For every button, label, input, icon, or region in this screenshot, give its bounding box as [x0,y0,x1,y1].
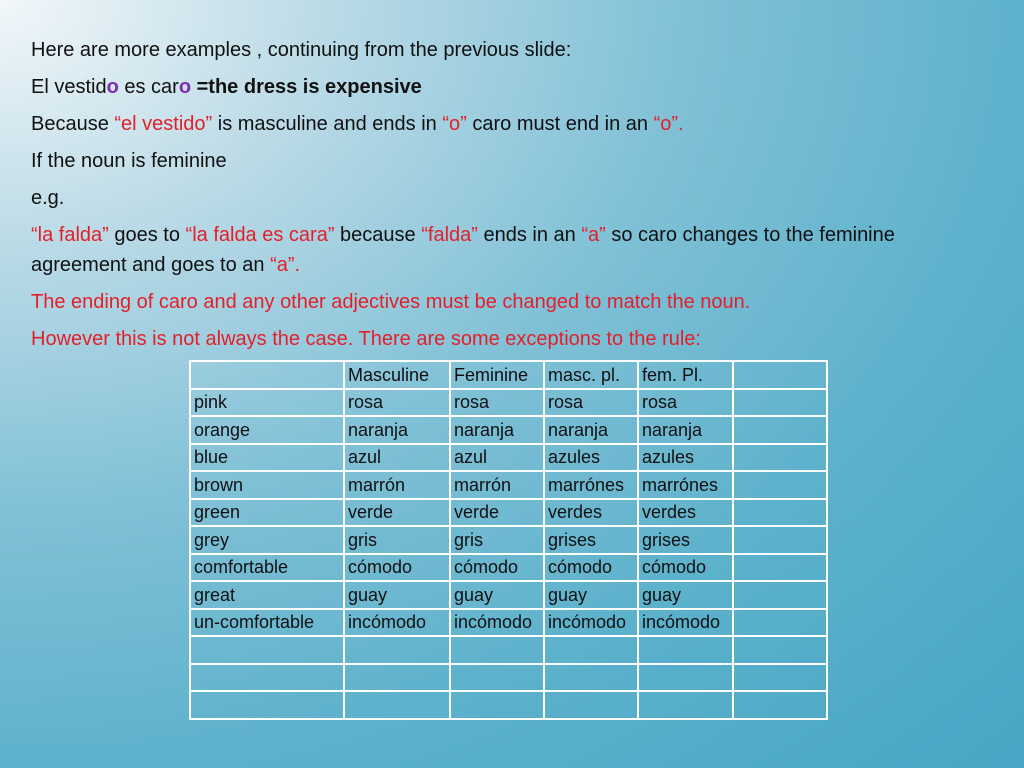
table-header-cell: Masculine [344,361,450,389]
table-cell [190,691,344,719]
table-row [190,471,827,499]
intro-text: Here are more examples , continuing from the previous slide: [31,39,572,61]
table-cell [733,691,827,719]
table-cell: rosa [450,389,544,417]
table-cell: grey [190,526,344,554]
table-cell [733,499,827,527]
table-cell: verde [450,499,544,527]
falda-text-2: because [334,224,422,246]
intro-line [31,35,991,65]
table-cell: guay [344,581,450,609]
table-cell [344,664,450,692]
falda-quote-5: “a”. [270,254,301,276]
falda-paragraph [31,220,991,280]
table-cell [190,636,344,664]
table-cell: marrón [344,471,450,499]
table-cell [733,664,827,692]
falda-quote-1: “la falda” [31,224,109,246]
table-cell [638,691,733,719]
table-cell: marrónes [638,471,733,499]
table-cell [733,389,827,417]
table-cell: naranja [544,416,638,444]
table-cell: verdes [544,499,638,527]
falda-text-1: goes to [108,224,186,246]
table-cell: brown [190,471,344,499]
because-quote-1: “el vestido” [114,113,213,135]
table-cell: pink [190,389,344,417]
table-header-cell [733,361,827,389]
table-cell [544,664,638,692]
table-row [190,664,827,692]
table-row [190,416,827,444]
table-cell [544,691,638,719]
table-cell: incómodo [450,609,544,637]
table-cell: rosa [544,389,638,417]
because-text-2: is masculine and ends in [212,113,443,135]
table-cell: naranja [344,416,450,444]
table-cell: grises [638,526,733,554]
example-word-1: El vestid [31,76,107,98]
falda-quote-3: “falda” [421,224,478,246]
table-cell: verde [344,499,450,527]
table-cell: azul [344,444,450,472]
table-cell: incómodo [638,609,733,637]
table-cell: blue [190,444,344,472]
table-cell: cómodo [638,554,733,582]
table-cell: grises [544,526,638,554]
table-cell [450,691,544,719]
example-ending-2: o [178,76,192,98]
falda-text-3: ends in an [477,224,582,246]
table-cell: cómodo [344,554,450,582]
table-cell: guay [638,581,733,609]
exceptions-line [31,324,991,354]
because-quote-3: “o”. [653,113,684,135]
table-cell [733,416,827,444]
table-cell: azules [544,444,638,472]
table-cell: naranja [450,416,544,444]
example-translation: =the dress is expensive [191,76,422,98]
table-cell [733,444,827,472]
table-cell: green [190,499,344,527]
because-text-3: caro must end in an [466,113,654,135]
table-cell [638,664,733,692]
because-text-1: Because [31,113,115,135]
table-cell: marrón [450,471,544,499]
eg-text: e.g. [31,187,65,209]
table-cell: comfortable [190,554,344,582]
table-cell: great [190,581,344,609]
table-row [190,499,827,527]
exceptions-text: However this is not always the case. There are some exceptions to the rule: [31,328,701,350]
table-header-cell [190,361,344,389]
because-quote-2: “o” [442,113,467,135]
table-cell: incómodo [344,609,450,637]
feminine-text: If the noun is feminine [31,150,227,172]
table-row [190,554,827,582]
table-cell [733,471,827,499]
table-cell [190,664,344,692]
table-cell [733,609,827,637]
table-cell: rosa [638,389,733,417]
table-header-cell: Feminine [450,361,544,389]
table-header-row [190,361,827,389]
table-cell: naranja [638,416,733,444]
table-cell: cómodo [544,554,638,582]
table-cell [544,636,638,664]
table-cell: gris [450,526,544,554]
table-body [190,361,827,719]
table-cell: guay [450,581,544,609]
table-header-cell: masc. pl. [544,361,638,389]
because-line [31,109,991,139]
table-cell [733,636,827,664]
table-cell [638,636,733,664]
falda-quote-4: “a” [581,224,606,246]
feminine-line [31,146,991,176]
table-cell: azul [450,444,544,472]
table-cell: gris [344,526,450,554]
falda-text-4: so caro changes to the feminine agreement and goes to an [31,224,895,276]
example-word-2: es car [118,76,179,98]
table-cell: rosa [344,389,450,417]
rule-line [31,287,991,317]
example-line [31,72,991,102]
example-ending-1: o [106,76,119,98]
table-cell [733,581,827,609]
table-row [190,444,827,472]
table-cell: verdes [638,499,733,527]
table-cell [344,691,450,719]
table-cell [733,554,827,582]
table-cell: marrónes [544,471,638,499]
table-row [190,526,827,554]
table-cell [450,636,544,664]
table-cell [450,664,544,692]
table-cell [733,526,827,554]
table-cell: guay [544,581,638,609]
colour-adjective-table [189,360,828,720]
table-cell: azules [638,444,733,472]
table-cell: orange [190,416,344,444]
table-row [190,609,827,637]
eg-line [31,183,991,213]
falda-quote-2: “la falda es cara” [185,224,335,246]
table-cell: cómodo [450,554,544,582]
table-cell: un-comfortable [190,609,344,637]
table-header-cell: fem. Pl. [638,361,733,389]
rule-text: The ending of caro and any other adjectives must be changed to match the noun. [31,291,751,313]
table-row [190,581,827,609]
table-row [190,691,827,719]
table-cell [344,636,450,664]
table-row [190,636,827,664]
table-cell: incómodo [544,609,638,637]
table-row [190,389,827,417]
